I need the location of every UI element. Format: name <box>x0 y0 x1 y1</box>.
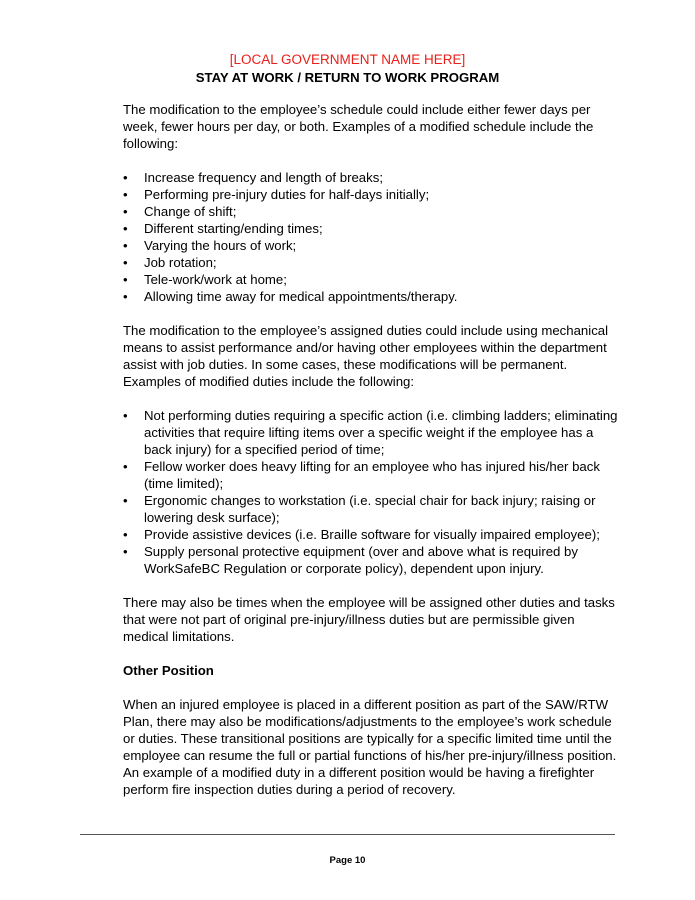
bullet-icon: • <box>123 493 128 508</box>
section-heading: Other Position <box>123 663 214 678</box>
list-item-text: Tele-work/work at home; <box>144 272 287 287</box>
duties-intro-paragraph: The modification to the employee’s assigned duties could include using mechanical means to assist performance and/or having other employees within the department assist with job duties. In some cases, these modifications will be permanent. Examples of modified duties include the following: <box>123 323 609 389</box>
list-item-text: Increase frequency and length of breaks; <box>144 170 383 185</box>
bullet-icon: • <box>123 544 128 559</box>
government-name-placeholder: [LOCAL GOVERNMENT NAME HERE] <box>229 52 466 67</box>
bullet-icon: • <box>123 238 128 253</box>
bullet-icon: • <box>123 187 128 202</box>
document-header <box>0 51 695 86</box>
schedule-intro-paragraph: The modification to the employee’s schedule could include either fewer days per week, fewer hours per day, or both. Examples of a modified schedule include the following: <box>123 102 594 151</box>
list-item-text: Varying the hours of work; <box>144 238 297 253</box>
list-item <box>123 526 623 543</box>
bullet-icon: • <box>123 408 128 423</box>
list-item-text: Provide assistive devices (i.e. Braille software for visually impaired employee); <box>144 527 600 542</box>
list-item <box>123 237 623 254</box>
bullet-icon: • <box>123 272 128 287</box>
bullet-icon: • <box>123 255 128 270</box>
list-item-text: Different starting/ending times; <box>144 221 323 236</box>
list-item <box>123 271 623 288</box>
other-position-paragraph: When an injured employee is placed in a different position as part of the SAW/RTW Plan, there may also be modifications/adjustments to the employee’s work schedule or duties. These transitional positions are typically for a specific limited time until the employee can resume the full or partial functions of his/her pre-injury/illness position. An example of a modified duty in a different position would be having a firefighter perform fire inspection duties during a period of recovery. <box>123 697 617 797</box>
list-item-text: Not performing duties requiring a specific action (i.e. climbing ladders; eliminating activities that require lifting items over a specific weight if the employee has a back injury) for a specified period of time; <box>144 408 618 457</box>
page-number: Page 10 <box>329 855 366 866</box>
document-body <box>123 101 623 798</box>
program-title: STAY AT WORK / RETURN TO WORK PROGRAM <box>195 70 500 85</box>
list-item <box>123 203 623 220</box>
list-item <box>123 254 623 271</box>
other-duties-paragraph: There may also be times when the employee will be assigned other duties and tasks that were not part of original pre-injury/illness duties but are permissible given medical limitations. <box>123 595 615 644</box>
list-item-text: Fellow worker does heavy lifting for an employee who has injured his/her back (time limited); <box>144 459 600 491</box>
schedule-modification-list <box>123 169 623 305</box>
list-item <box>123 407 623 458</box>
bullet-icon: • <box>123 289 128 304</box>
bullet-icon: • <box>123 459 128 474</box>
list-item-text: Allowing time away for medical appointments/therapy. <box>144 289 458 304</box>
list-item-text: Job rotation; <box>144 255 217 270</box>
list-item-text: Change of shift; <box>144 204 237 219</box>
footer-divider <box>80 834 615 835</box>
list-item <box>123 458 623 492</box>
list-item <box>123 492 623 526</box>
list-item-text: Ergonomic changes to workstation (i.e. special chair for back injury; raising or lowering desk surface); <box>144 493 596 525</box>
list-item <box>123 169 623 186</box>
list-item <box>123 220 623 237</box>
duty-modification-list <box>123 407 623 577</box>
bullet-icon: • <box>123 170 128 185</box>
list-item-text: Supply personal protective equipment (over and above what is required by WorkSafeBC Regulation or corporate policy), dependent upon injury. <box>144 544 578 576</box>
bullet-icon: • <box>123 221 128 236</box>
list-item <box>123 543 623 577</box>
list-item-text: Performing pre-injury duties for half-days initially; <box>144 187 430 202</box>
list-item <box>123 288 623 305</box>
bullet-icon: • <box>123 527 128 542</box>
list-item <box>123 186 623 203</box>
bullet-icon: • <box>123 204 128 219</box>
